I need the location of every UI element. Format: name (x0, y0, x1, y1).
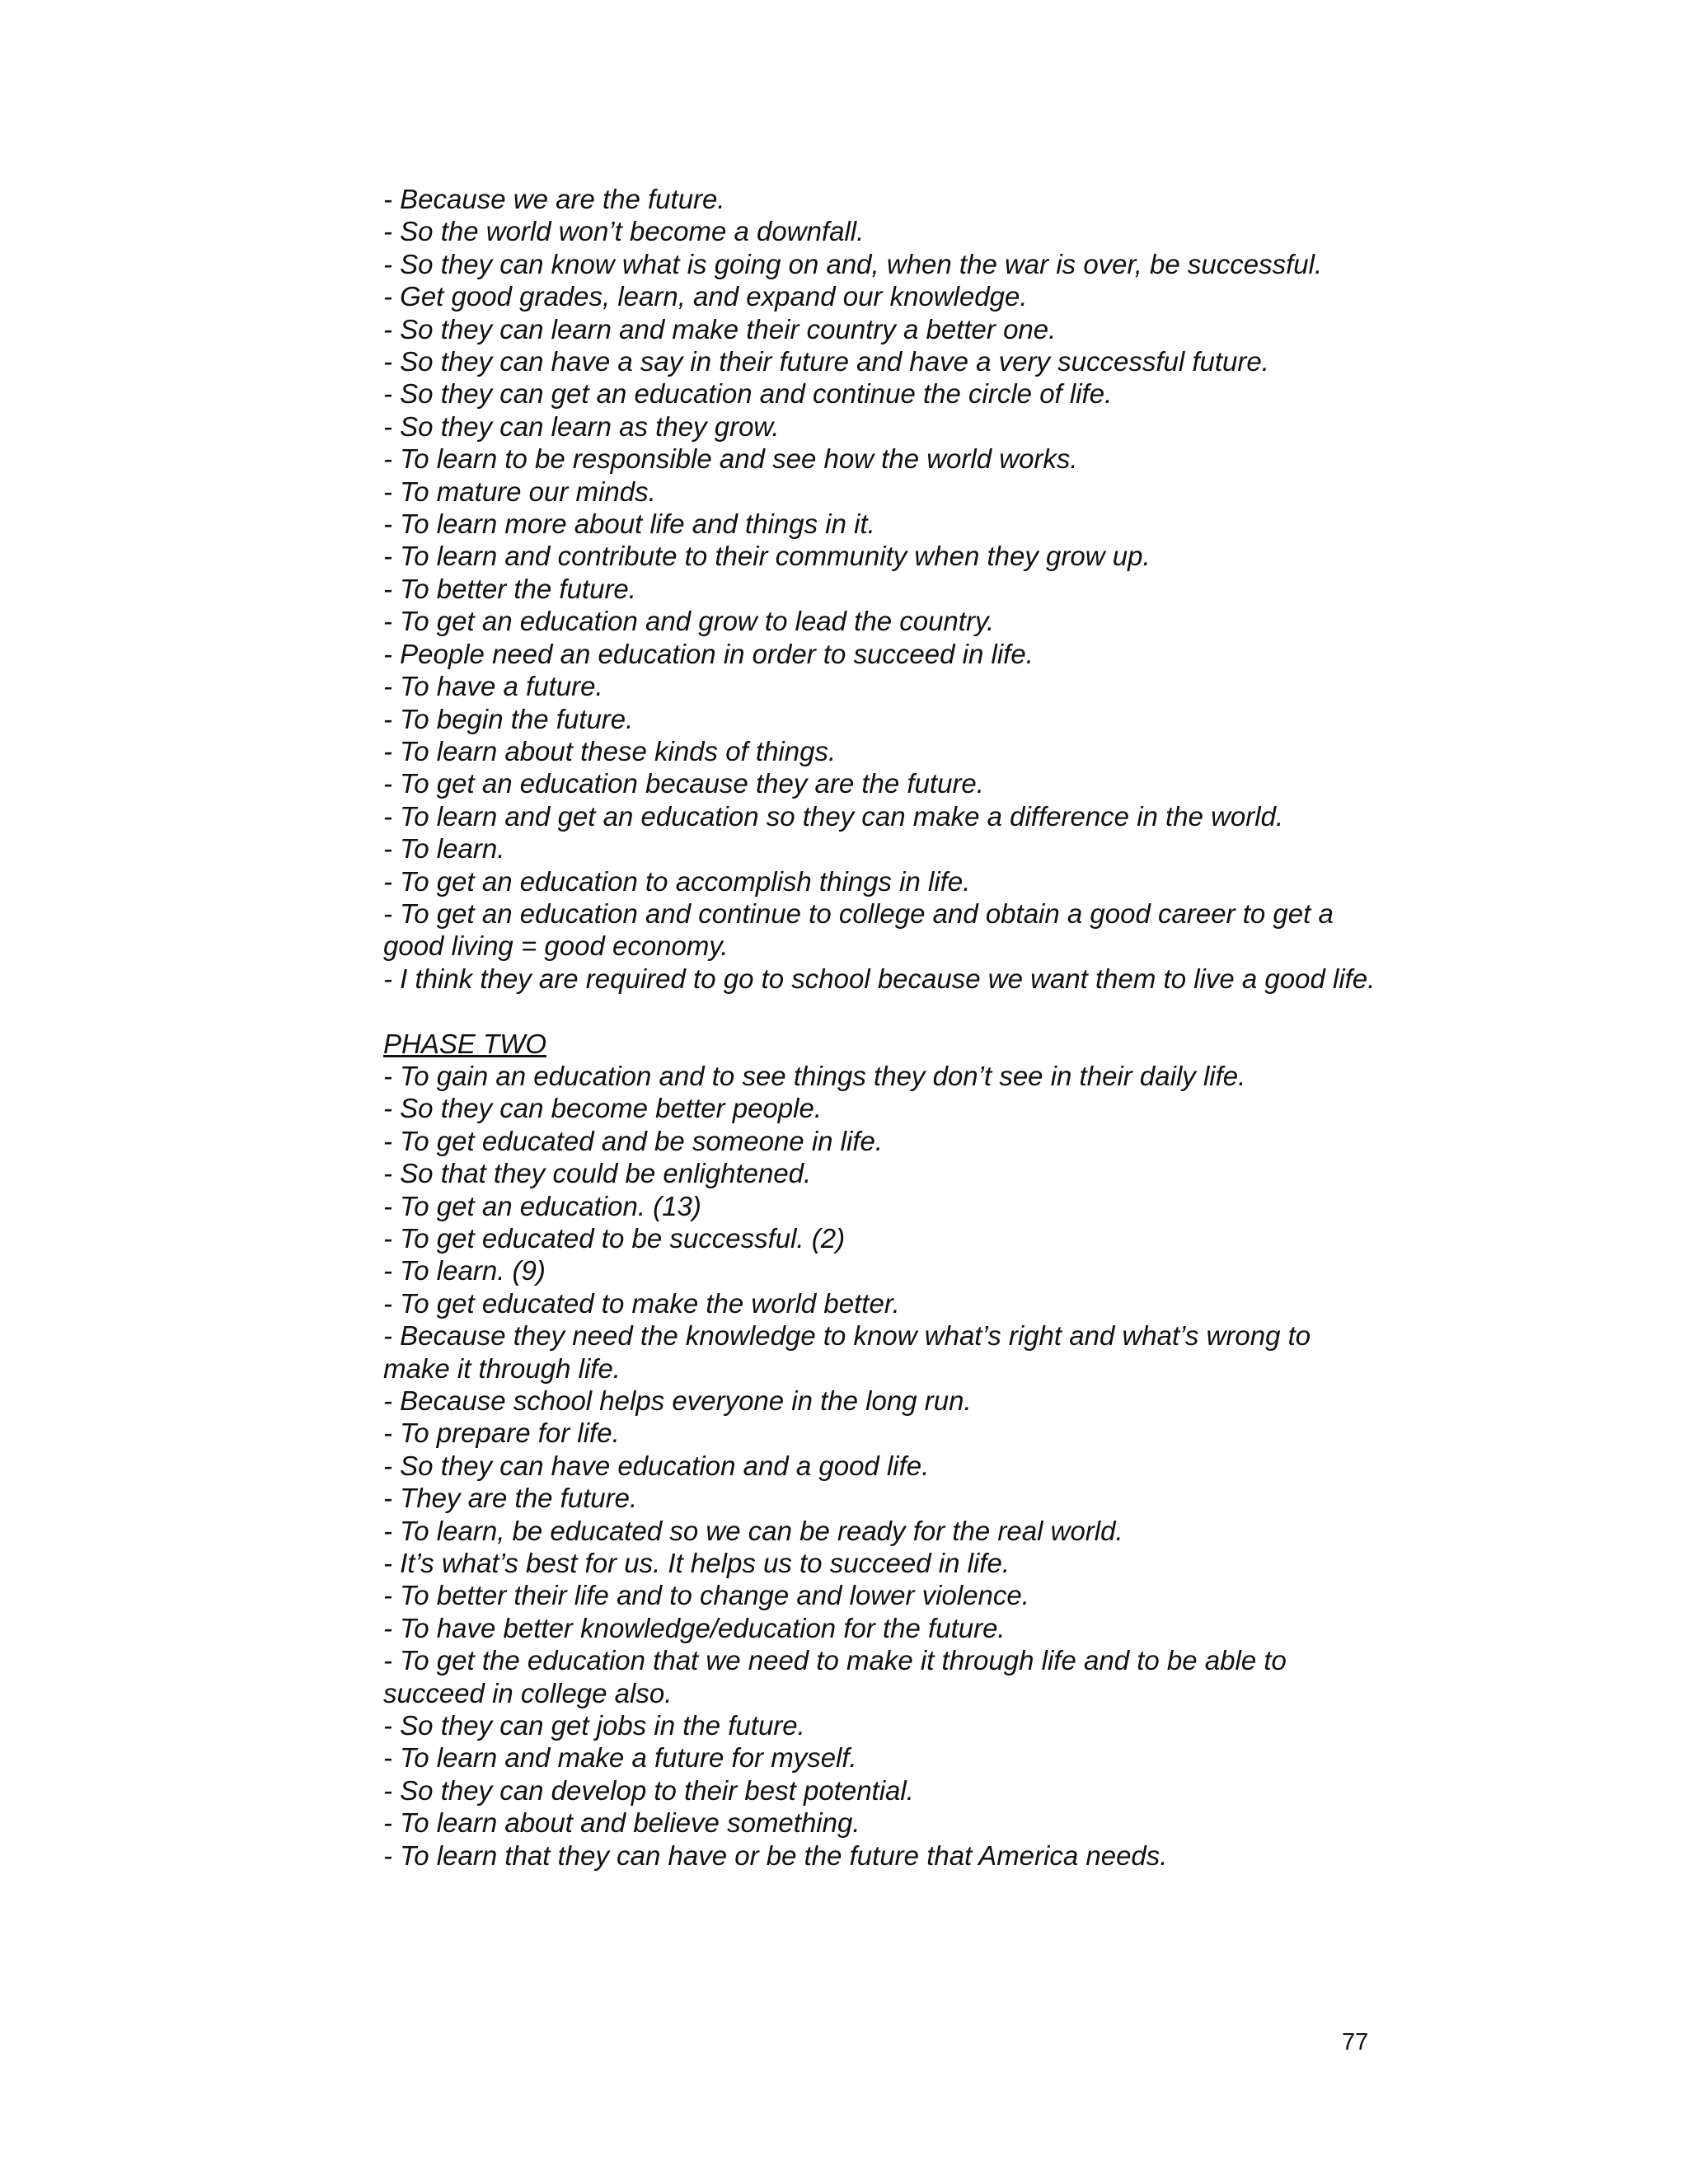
list-item: - To get an education. (13) (383, 1190, 701, 1221)
list-item: - To learn to be responsible and see how the world works. (383, 443, 1078, 475)
list-item: - To learn. (9) (383, 1255, 546, 1286)
phase-two-heading: PHASE TWO (383, 1028, 547, 1059)
list-item: - To learn about these kinds of things. (383, 735, 837, 766)
list-item: - To better the future. (383, 573, 636, 604)
list-item: - To get an education because they are the future. (383, 768, 984, 799)
list-item: - So that they could be enlightened. (383, 1158, 812, 1189)
list-item: - To have a future. (383, 671, 603, 702)
list-item: - To learn, be educated so we can be ready for the real world. (383, 1515, 1123, 1546)
list-item: - To gain an education and to see things they don’t see in their daily life. (383, 1060, 1246, 1091)
list-item: - To get educated and be someone in life. (383, 1125, 884, 1156)
list-item: - So they can have education and a good life. (383, 1450, 930, 1481)
list-item: - To get an education and grow to lead the country. (383, 606, 995, 637)
list-item: - Because we are the future. (383, 184, 725, 214)
list-item: - So they can know what is going on and, when the war is over, be successful. (383, 248, 1323, 279)
list-item: - To better their life and to change and lower violence. (383, 1580, 1029, 1611)
list-item: - To mature our minds. (383, 476, 656, 507)
list-item: - Because school helps everyone in the long run. (383, 1385, 972, 1417)
list-item: - It’s what’s best for us. It helps us to succeed in life. (383, 1548, 1010, 1579)
list-item: - To prepare for life. (383, 1418, 620, 1449)
list-item: - People need an education in order to succeed in life. (383, 638, 1034, 669)
list-item: - To get the education that we need to make it through life and to be able to succeed in college also. (383, 1645, 1287, 1708)
list-item: - So they can get jobs in the future. (383, 1710, 805, 1741)
phase-one-list (383, 183, 1381, 995)
list-item: - So they can learn and make their country a better one. (383, 313, 1057, 344)
list-item: - To get educated to make the world better. (383, 1287, 900, 1319)
list-item: - To have better knowledge/education for the future. (383, 1612, 1006, 1643)
list-item: - To learn about and believe something. (383, 1807, 860, 1839)
list-item: - To learn and get an education so they can make a difference in the world. (383, 800, 1284, 832)
list-item: - To learn and contribute to their community when they grow up. (383, 541, 1151, 572)
list-item: - Get good grades, learn, and expand our knowledge. (383, 281, 1028, 312)
page-number: 77 (1342, 2029, 1369, 2055)
list-item: - So they can develop to their best potential. (383, 1774, 914, 1806)
list-item: - So the world won’t become a downfall. (383, 216, 865, 247)
list-item: - They are the future. (383, 1483, 638, 1514)
phase-two-list (383, 1060, 1381, 1872)
list-item: - To learn. (383, 833, 505, 865)
list-item: - To begin the future. (383, 703, 634, 734)
list-item: - I think they are required to go to school because we want them to live a good life. (383, 963, 1376, 994)
list-item: - To learn that they can have or be the future that America needs. (383, 1840, 1168, 1871)
list-item: - So they can have a say in their future and have a very successful future. (383, 346, 1269, 377)
list-item: - So they can become better people. (383, 1093, 822, 1124)
list-item: - To get an education and continue to college and obtain a good career to get a good living = good economy. (383, 898, 1334, 962)
document-body (383, 183, 1381, 1872)
list-item: - So they can learn as they grow. (383, 410, 780, 442)
list-item: - Because they need the knowledge to know what’s right and what’s wrong to make it through life. (383, 1320, 1311, 1384)
list-item: - So they can get an education and continue the circle of life. (383, 378, 1113, 410)
list-item: - To get an education to accomplish things in life. (383, 865, 971, 897)
list-item: - To get educated to be successful. (2) (383, 1222, 846, 1254)
list-item: - To learn more about life and things in it. (383, 509, 875, 540)
list-item: - To learn and make a future for myself. (383, 1742, 857, 1774)
